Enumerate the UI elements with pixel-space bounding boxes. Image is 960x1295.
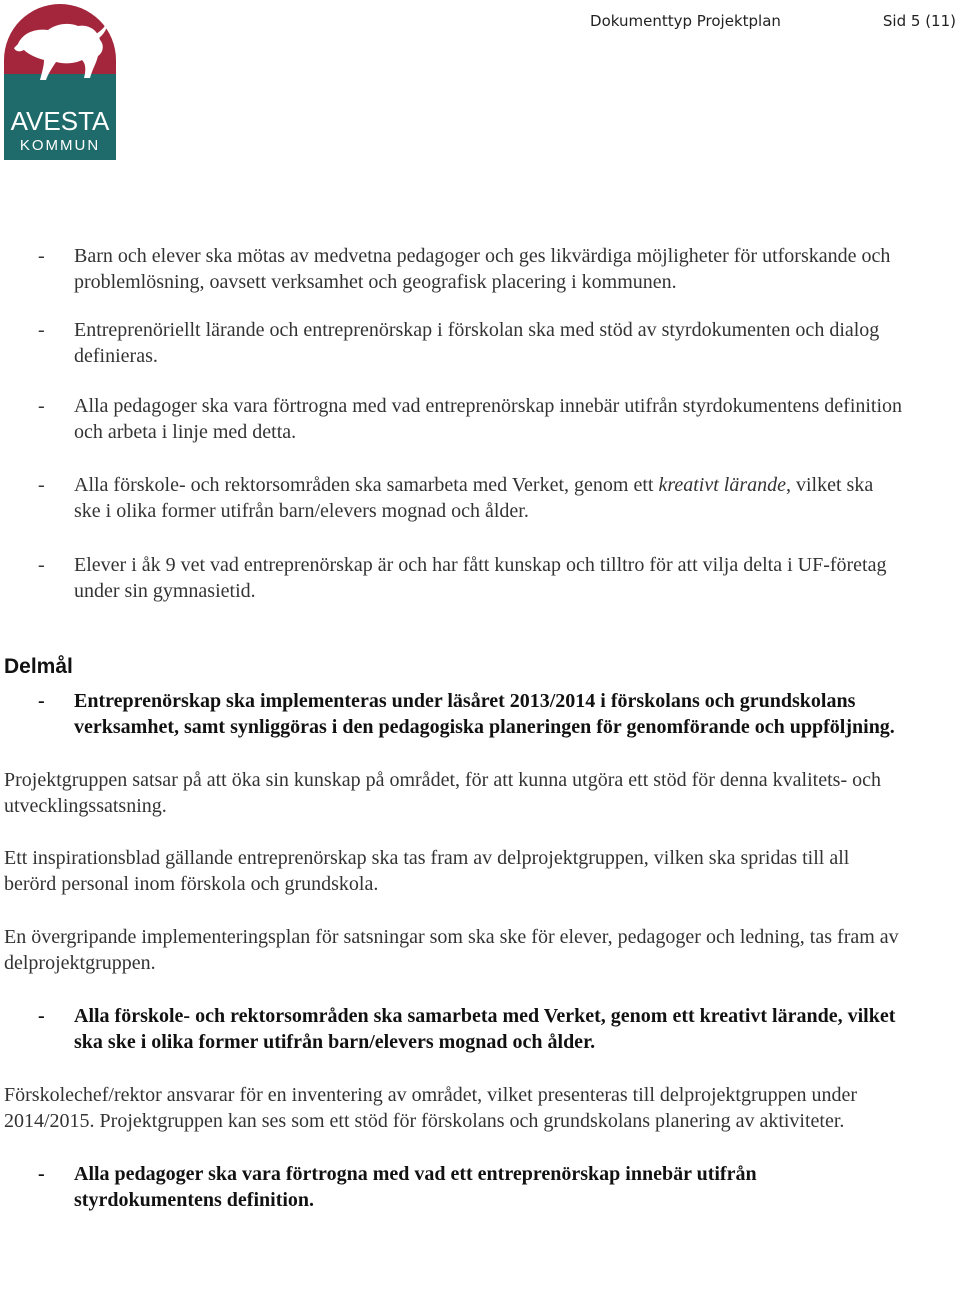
bullet-item-bold: - Entreprenörskap ska implementeras under läsåret 2013/2014 i förskolans och grundskolans verksamhet, samt synliggöras i den pedagogiska planeringen för genomförande och uppföljning. <box>38 690 895 738</box>
bullet-text: Alla pedagoger ska vara förtrogna med vad entreprenörskap innebär utifrån styrdokumentens definition och arbeta i linje med detta. <box>74 395 903 443</box>
avesta-kommun-logo <box>4 4 116 160</box>
bullet-item: - Alla pedagoger ska vara förtrogna med vad entreprenörskap innebär utifrån styrdokumentens definition och arbeta i linje med detta. <box>38 395 903 443</box>
paragraph: Projektgruppen satsar på att öka sin kunskap på området, för att kunna utgöra ett stöd för denna kvalitets- och utvecklingssatsning. <box>4 769 881 817</box>
page-number: Sid 5 (11) <box>882 12 956 30</box>
bullet-text: Barn och elever ska mötas av medvetna pedagoger och ges likvärdiga möjligheter för utforskande och problemlösning, oavsett verksamhet och geografisk placering i kommunen. <box>74 245 891 293</box>
bullet-text: Alla förskole- och rektorsområden ska samarbeta med Verket, genom ett kreativt lärande, vilket ska ske i olika former utifrån barn/elevers mognad och ålder. <box>74 1005 896 1053</box>
document-type: Dokumenttyp Projektplan <box>590 12 781 30</box>
paragraph: En övergripande implementeringsplan för satsningar som ska ske för elever, pedagoger och ledning, tas fram av delprojektgruppen. <box>4 926 899 974</box>
bullet-text: Entreprenöriellt lärande och entreprenörskap i förskolan ska med stöd av styrdokumenten och dialog definieras. <box>74 319 880 367</box>
bullet-item-bold: - Alla förskole- och rektorsområden ska samarbeta med Verket, genom ett kreativt lärande, vilket ska ske i olika former utifrån barn/elevers mognad och ålder. <box>38 1005 896 1053</box>
paragraph: Ett inspirationsblad gällande entreprenörskap ska tas fram av delprojektgruppen, vilken ska spridas till all berörd personal inom förskola och grundskola. <box>4 847 850 895</box>
bullet-item: - Elever i åk 9 vet vad entreprenörskap är och har fått kunskap och tilltro för att vilja delta i UF-företag under sin gymnasietid. <box>38 554 887 602</box>
bullet-text: Entreprenörskap ska implementeras under läsåret 2013/2014 i förskolans och grundskolans verksamhet, samt synliggöras i den pedagogiska planeringen för genomförande och uppföljning. <box>74 690 895 738</box>
section-heading-delmal: Delmål <box>4 655 73 678</box>
bison-logo-icon <box>4 4 116 160</box>
paragraph: Förskolechef/rektor ansvarar för en inventering av området, vilket presenteras till delprojektgruppen under 2014/2015. Projektgruppen kan ses som ett stöd för förskolans och grundskolans planering av aktiviteter. <box>4 1084 858 1132</box>
document-body <box>4 243 904 1213</box>
bullet-text-before: Alla förskole- och rektorsområden ska samarbeta med Verket, genom ett <box>74 474 659 496</box>
bullet-text-italic: kreativt lärande <box>658 474 786 496</box>
bullet-item: - Alla förskole- och rektorsområden ska samarbeta med Verket, genom ett kreativt lärande, vilket ska ske i olika former utifrån barn/elevers mognad och ålder. <box>38 474 874 522</box>
bullet-text-after: , vilket ska ske i olika former utifrån barn/elevers mognad och ålder. <box>74 474 874 522</box>
bullet-item: - Entreprenöriellt lärande och entreprenörskap i förskolan ska med stöd av styrdokumenten och dialog definieras. <box>38 319 880 367</box>
bullet-item: - Barn och elever ska mötas av medvetna pedagoger och ges likvärdiga möjligheter för utforskande och problemlösning, oavsett verksamhet och geografisk placering i kommunen. <box>38 245 891 293</box>
svg-text:KOMMUN: KOMMUN <box>19 137 101 154</box>
svg-text:AVESTA: AVESTA <box>10 106 110 136</box>
bullet-text: Alla pedagoger ska vara förtrogna med vad ett entreprenörskap innebär utifrån styrdokumentens definition. <box>74 1163 757 1211</box>
page-header <box>590 12 956 30</box>
bullet-text: Elever i åk 9 vet vad entreprenörskap är och har fått kunskap och tilltro för att vilja delta i UF-företag under sin gymnasietid. <box>74 554 887 602</box>
bullet-item-bold: - Alla pedagoger ska vara förtrogna med vad ett entreprenörskap innebär utifrån styrdokumentens definition. <box>38 1163 757 1211</box>
